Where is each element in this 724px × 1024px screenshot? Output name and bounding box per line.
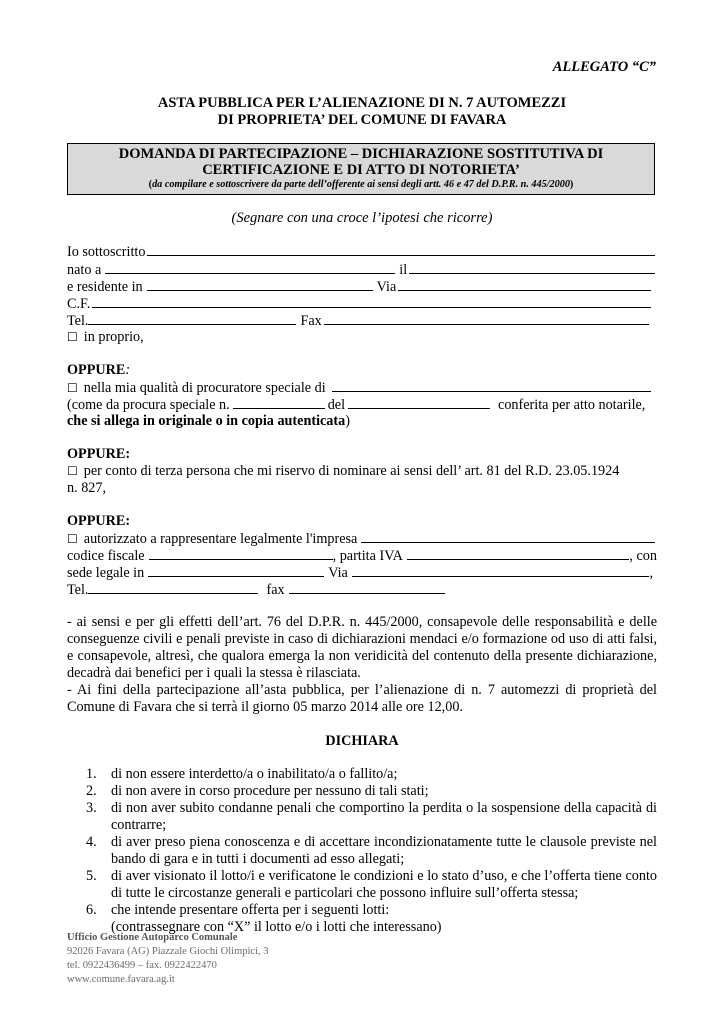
nato-field[interactable] bbox=[105, 261, 395, 274]
codice-fiscale-row bbox=[67, 547, 657, 564]
list-item-note: (contrassegnare con “X” il lotto e/o i lotti che interessano) bbox=[111, 919, 442, 935]
via-label: Via bbox=[376, 279, 397, 295]
fax-field[interactable] bbox=[324, 312, 649, 325]
footer-web: www.comune.favara.ag.it bbox=[67, 974, 175, 985]
list-item: 5. di aver visionato il lotto/i e verificatone le condizioni e lo stato d’uso, e che l’offerta tiene conto di tutte le circostanze generali e particolari che possono influire sull’offerta stessa; bbox=[86, 868, 657, 901]
impresa-tel-field[interactable] bbox=[88, 581, 258, 594]
codice-fiscale-field[interactable] bbox=[149, 547, 333, 560]
fax-label: Fax bbox=[300, 313, 322, 329]
codice-fiscale-label: codice fiscale bbox=[67, 548, 145, 564]
partita-iva-label: , partita IVA bbox=[332, 548, 403, 564]
list-item: 6. che intende presentare offerta per i seguenti lotti: (contrassegnare con “X” il lotto e/o i lotti che interessano) bbox=[86, 902, 442, 935]
sede-via-label: Via bbox=[328, 565, 348, 581]
procura-date-field[interactable] bbox=[348, 396, 490, 409]
sede-label: sede legale in bbox=[67, 565, 145, 581]
procura-number-label: (come da procura speciale n. bbox=[67, 397, 230, 413]
oppure-3-heading: OPPURE: bbox=[67, 513, 131, 529]
partita-iva-field[interactable] bbox=[407, 547, 630, 560]
checkbox-icon[interactable]: ☐ bbox=[67, 330, 78, 344]
procuratore-row[interactable] bbox=[67, 379, 653, 396]
list-item: 1. di non essere interdetto/a o inabilitato/a o fallito/a; bbox=[86, 766, 398, 782]
dichiara-heading: DICHIARA bbox=[325, 733, 399, 749]
sede-comma: , bbox=[649, 565, 653, 581]
terza-persona-option[interactable] bbox=[67, 463, 619, 480]
il-field[interactable] bbox=[409, 261, 655, 274]
sottoscritto-row bbox=[67, 243, 657, 260]
tel-field[interactable] bbox=[88, 312, 296, 325]
cf-row bbox=[67, 295, 653, 312]
residente-label: e residente in bbox=[67, 279, 143, 295]
dichiara-list bbox=[86, 766, 657, 936]
procura-row bbox=[67, 396, 657, 413]
oppure-1-heading: OPPURE: bbox=[67, 362, 131, 378]
list-item: 3. di non aver subito condanne penali che comportino la perdita o la sospensione della capacità di contrarre; bbox=[86, 800, 657, 833]
footer-office: Ufficio Gestione Autoparco Comunale bbox=[67, 932, 238, 943]
cf-field[interactable] bbox=[92, 295, 651, 308]
procuratore-field[interactable] bbox=[332, 379, 651, 392]
paragraph-asta: - Ai fini della partecipazione all’asta pubblica, per l’alienazione di n. 7 automezzi di proprietà del Comune di Favara che si terrà il giorno 05 marzo 2014 alle ore 12,00. bbox=[67, 682, 657, 715]
terza-persona-text-2: n. 827, bbox=[67, 480, 107, 496]
instruction: (Segnare con una croce l’ipotesi che ricorre) bbox=[231, 210, 493, 226]
tel-label: Tel. bbox=[67, 313, 89, 329]
sottoscritto-label: Io sottoscritto bbox=[67, 244, 146, 260]
footer-address: 92026 Favara (AG) Piazzale Giochi Olimpici, 3 bbox=[67, 946, 269, 957]
paragraph-consapevole: - ai sensi e per gli effetti dell’art. 76 del D.P.R. n. 445/2000, consapevole delle responsabilità e delle conseguenze civili e penali previste in caso di dichiarazioni mendaci e/o formazione od uso di atti falsi, e consapevole, altresì, che qualora emerga la non veridicità del contenuto della presente dichiarazione, decadrà dai benefici per i quali la stessa è rilasciata. bbox=[67, 614, 657, 681]
footer-phone: tel. 0922436499 – fax. 0922422470 bbox=[67, 960, 217, 971]
impresa-fax-field[interactable] bbox=[289, 581, 445, 594]
tel-row bbox=[67, 312, 651, 329]
box-line-1: DOMANDA DI PARTECIPAZIONE – DICHIARAZIONE SOSTITUTIVA DI bbox=[118, 146, 604, 162]
sede-via-field[interactable] bbox=[352, 564, 650, 577]
via-field[interactable] bbox=[398, 278, 651, 291]
cf-label: C.F. bbox=[67, 296, 91, 312]
impresa-field[interactable] bbox=[361, 530, 655, 543]
impresa-label: autorizzato a rappresentare legalmente l'impresa bbox=[83, 531, 358, 547]
header-box bbox=[67, 143, 655, 195]
checkbox-icon[interactable]: ☐ bbox=[67, 381, 78, 395]
impresa-row[interactable] bbox=[67, 530, 657, 547]
il-label: il bbox=[399, 262, 408, 278]
residente-row bbox=[67, 278, 653, 295]
residente-field[interactable] bbox=[147, 278, 373, 291]
impresa-fax-label: fax bbox=[266, 582, 285, 598]
allegato-label: ALLEGATO “C” bbox=[552, 59, 656, 75]
nato-row bbox=[67, 261, 657, 278]
nato-label: nato a bbox=[67, 262, 102, 278]
in-proprio-option[interactable] bbox=[67, 329, 144, 346]
in-proprio-label: in proprio, bbox=[83, 329, 144, 345]
checkbox-icon[interactable]: ☐ bbox=[67, 532, 78, 546]
impresa-tel-row bbox=[67, 581, 447, 598]
terza-persona-text: per conto di terza persona che mi riservo di nominare ai sensi dell’ art. 81 del R.D. 23.05.1924 bbox=[83, 463, 620, 479]
checkbox-icon[interactable]: ☐ bbox=[67, 464, 78, 478]
con-label: , con bbox=[629, 548, 657, 564]
box-line-3: (da compilare e sottoscrivere da parte dell’offerente ai sensi degli artt. 46 e 47 del D.P.R. n. 445/2000) bbox=[148, 179, 574, 190]
footer bbox=[67, 931, 268, 987]
allega-line: che si allega in originale o in copia autenticata) bbox=[67, 413, 350, 429]
oppure-2-heading: OPPURE: bbox=[67, 446, 131, 462]
sede-field[interactable] bbox=[148, 564, 324, 577]
procura-notarile-label: conferita per atto notarile, bbox=[498, 397, 646, 413]
title-line-2: DI PROPRIETA’ DEL COMUNE DI FAVARA bbox=[217, 112, 507, 128]
procuratore-label: nella mia qualità di procuratore speciale di bbox=[83, 380, 326, 396]
list-item: 2. di non avere in corso procedure per nessuno di tali stati; bbox=[86, 783, 429, 799]
procura-del-label: del bbox=[327, 397, 346, 413]
list-item: 4. di aver preso piena conoscenza e di accettare incondizionatamente tutte le clausole previste nel bando di gara e in tutti i documenti ad esso allegati; bbox=[86, 834, 657, 867]
box-line-2: CERTIFICAZIONE E DI ATTO DI NOTORIETA’ bbox=[202, 162, 520, 178]
box-line-3-italic: da compilare e sottoscrivere da parte dell’offerente ai sensi degli artt. 46 e 47 del D.P.R. n. 445/2000 bbox=[152, 179, 570, 190]
title-line-1: ASTA PUBBLICA PER L’ALIENAZIONE DI N. 7 AUTOMEZZI bbox=[157, 95, 567, 111]
sottoscritto-field[interactable] bbox=[147, 243, 655, 256]
impresa-tel-label: Tel. bbox=[67, 582, 89, 598]
sede-row bbox=[67, 564, 653, 581]
procura-number-field[interactable] bbox=[233, 396, 325, 409]
